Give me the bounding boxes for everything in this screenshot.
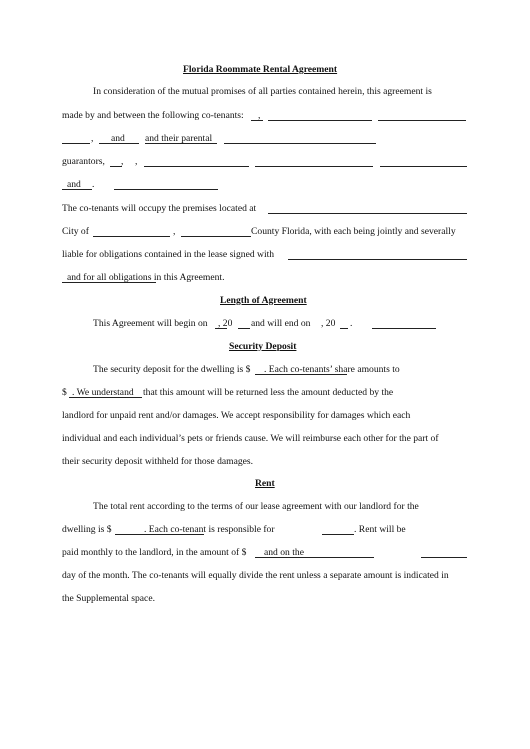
guarantor-3-field[interactable] bbox=[255, 156, 373, 167]
deposit-line-2c: that this amount will be returned less the amount deducted by the bbox=[143, 387, 394, 398]
comma: , bbox=[121, 156, 124, 167]
deposit-heading: Security Deposit bbox=[229, 341, 297, 352]
deposit-line-4: individual and each individual’s pets or friends cause. We will reimburse each other for the part of bbox=[62, 433, 439, 444]
end-text: and will end on bbox=[251, 318, 311, 329]
guarantor-4-field[interactable] bbox=[380, 156, 467, 167]
rent-share-field[interactable] bbox=[322, 524, 354, 535]
dollar-sign: $ bbox=[62, 387, 67, 398]
guarantor-6-field[interactable] bbox=[114, 179, 218, 190]
end-date-field[interactable] bbox=[372, 318, 436, 329]
premises-line-3: liable for obligations contained in the lease signed with bbox=[62, 249, 275, 260]
period: . bbox=[350, 318, 353, 329]
city-field[interactable] bbox=[93, 226, 170, 237]
rent-line-3b: and on the bbox=[264, 547, 304, 558]
county-text: County Florida, with each being jointly and severally bbox=[251, 226, 456, 237]
cotenant-7-field[interactable] bbox=[224, 133, 376, 144]
premises-address-field[interactable] bbox=[268, 203, 467, 214]
end-year-text: , 20 bbox=[321, 318, 336, 329]
rent-line-2a: dwelling is $ bbox=[62, 524, 112, 535]
deposit-line-2b: . We understand bbox=[72, 387, 134, 398]
parental-text: and their parental bbox=[145, 133, 213, 144]
cotenant-1-field[interactable] bbox=[251, 110, 263, 121]
deposit-line-5: their security deposit withheld for those damages. bbox=[62, 456, 254, 467]
comma: , bbox=[135, 156, 138, 167]
city-of-text: City of bbox=[62, 226, 89, 237]
document-title: Florida Roommate Rental Agreement bbox=[183, 64, 338, 75]
deposit-line-1a: The security deposit for the dwelling is $ bbox=[93, 364, 251, 375]
rent-line-3a: paid monthly to the landlord, in the amount of $ bbox=[62, 547, 247, 558]
and-text: and bbox=[67, 179, 81, 190]
end-year-field[interactable] bbox=[340, 318, 348, 329]
guarantors-text: guarantors, bbox=[62, 156, 105, 167]
guarantor-2-field[interactable] bbox=[144, 156, 249, 167]
rent-day-field[interactable] bbox=[421, 547, 467, 558]
comma: , bbox=[258, 110, 261, 121]
period: . bbox=[92, 179, 95, 190]
premises-line-1: The co-tenants will occupy the premises located at bbox=[62, 203, 257, 214]
rent-line-2c: . Rent will be bbox=[354, 524, 406, 535]
intro-line-1: In consideration of the mutual promises of all parties contained herein, this agreement is bbox=[93, 86, 432, 97]
intro-line-2-text: made by and between the following co-tenants: bbox=[62, 110, 244, 121]
premises-line-4: and for all obligations in this Agreement. bbox=[67, 272, 225, 283]
cotenant-3-field[interactable] bbox=[378, 110, 466, 121]
begin-year-text: , 20 bbox=[218, 318, 233, 329]
begin-year-field[interactable] bbox=[238, 318, 250, 329]
begin-text: This Agreement will begin on bbox=[93, 318, 208, 329]
rent-line-2b: . Each co-tenant is responsible for bbox=[144, 524, 275, 535]
and-text: and bbox=[111, 133, 125, 144]
cotenant-4-field[interactable] bbox=[62, 133, 90, 144]
rent-line-5: the Supplemental space. bbox=[62, 593, 155, 604]
cotenant-6-field[interactable] bbox=[145, 133, 217, 144]
length-heading: Length of Agreement bbox=[220, 295, 307, 306]
county-field[interactable] bbox=[181, 226, 251, 237]
deposit-line-3: landlord for unpaid rent and/or damages. We accept responsibility for damages which each bbox=[62, 410, 411, 421]
comma: , bbox=[173, 226, 176, 237]
rent-line-4: day of the month. The co-tenants will equally divide the rent unless a separate amount is indicated in bbox=[62, 570, 449, 581]
rent-heading: Rent bbox=[255, 478, 275, 489]
deposit-line-1b: . Each co-tenants’ share amounts to bbox=[264, 364, 400, 375]
rent-line-1: The total rent according to the terms of our lease agreement with our landlord for the bbox=[93, 501, 419, 512]
comma: , bbox=[91, 133, 94, 144]
cotenant-2-field[interactable] bbox=[268, 110, 372, 121]
lease-signed-with-field[interactable] bbox=[288, 249, 467, 260]
